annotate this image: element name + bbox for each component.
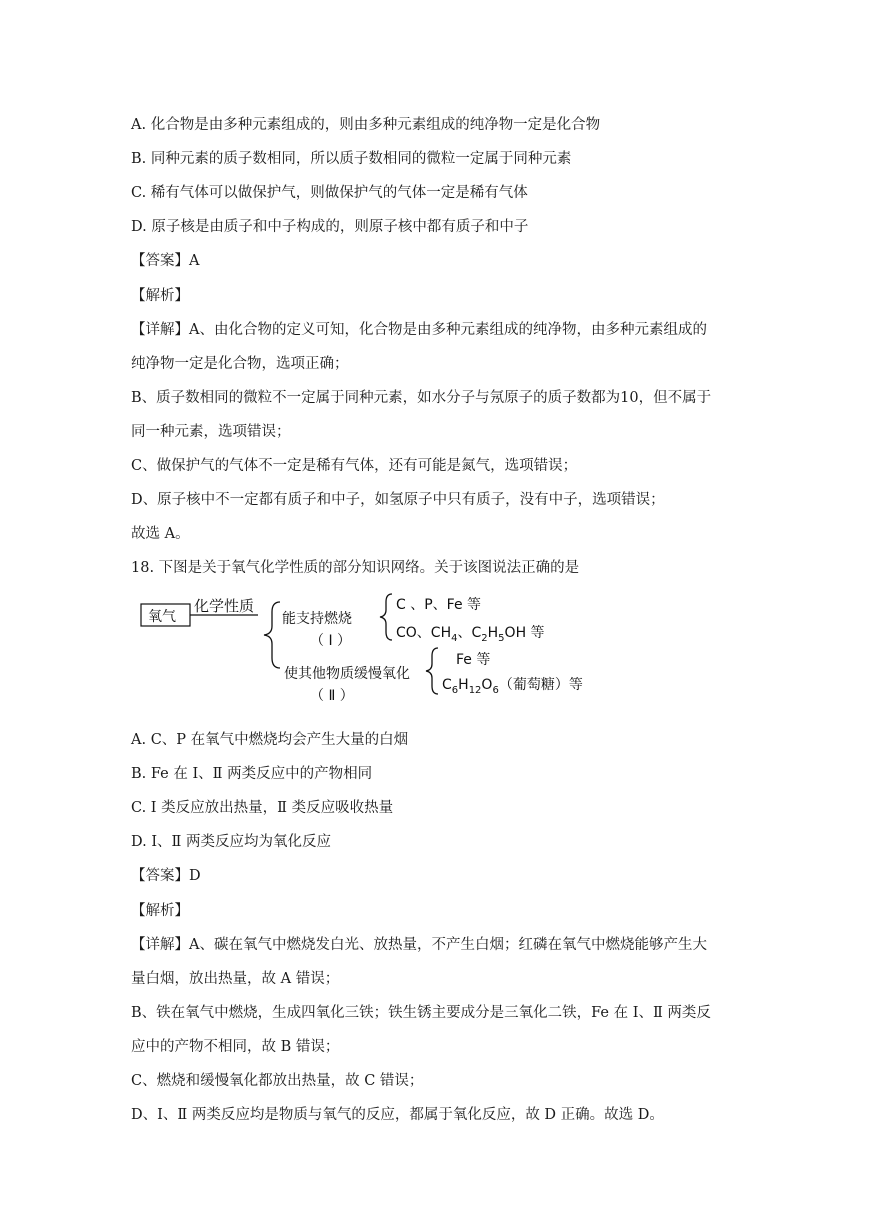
diagram-slow-oxidation: 使其他物质缓慢氧化 [284, 666, 410, 682]
q17-option-c: C. 稀有气体可以做保护气，则做保护气的气体一定是稀有气体 [131, 185, 528, 201]
q17-option-d: D. 原子核是由质子和中子构成的，则原子核中都有质子和中子 [131, 219, 529, 235]
q17-explanation-line: B、质子数相同的微粒不一定属于同种元素，如水分子与氖原子的质子数都为10，但不属于 [131, 390, 712, 406]
q18-stem: 18. 下图是关于氧气化学性质的部分知识网络。关于该图说法正确的是 [131, 560, 580, 576]
q18-explanation-line: 量白烟，放出热量，故 A 错误； [131, 971, 340, 987]
q17-explanation-line: D、原子核中不一定都有质子和中子，如氢原子中只有质子，没有中子，选项错误； [131, 492, 665, 508]
q18-option-d: D. Ⅰ、Ⅱ 两类反应均为氧化反应 [131, 834, 332, 850]
q17-explanation-line: C、做保护气的气体不一定是稀有气体，还有可能是氮气，选项错误； [131, 458, 578, 474]
diagram-slow-oxidation-tag: （ Ⅱ ） [310, 688, 354, 704]
q18-explanation-line: B、铁在氧气中燃烧，生成四氧化三铁；铁生锈主要成分是三氧化二铁，Fe 在 Ⅰ、Ⅱ 两类反 [131, 1005, 711, 1021]
q18-explanation-line: 应中的产物不相同，故 B 错误； [131, 1039, 340, 1055]
diagram-slow-item: Fe 等 [456, 652, 491, 668]
diagram-combustion-item: C 、P、Fe 等 [396, 597, 482, 613]
q17-answer: 【答案】A [131, 253, 200, 269]
q17-option-a: A. 化合物是由多种元素组成的，则由多种元素组成的纯净物一定是化合物 [131, 117, 601, 133]
diagram-combustion: 能支持燃烧 [282, 611, 352, 627]
diagram-combustion-item: CO、$CH_4$、$C_2H_5OH$ 等 [396, 625, 545, 644]
q18-explanation-line: 【详解】A、碳在氧气中燃烧发白光、放热量，不产生白烟；红磷在氧气中燃烧能够产生大 [131, 937, 707, 953]
diagram-branch-chemical-property: 化学性质 [194, 597, 255, 615]
q17-analysis-label: 【解析】 [131, 288, 189, 304]
q17-option-b: B. 同种元素的质子数相同，所以质子数相同的微粒一定属于同种元素 [131, 151, 572, 167]
q18-explanation-line: C、燃烧和缓慢氧化都放出热量，故 C 错误； [131, 1073, 424, 1089]
q17-explanation-line: 同一种元素，选项错误； [131, 424, 291, 440]
q17-explanation-line: 【详解】A、由化合物的定义可知，化合物是由多种元素组成的纯净物，由多种元素组成的 [131, 322, 707, 338]
diagram-root-oxygen: 氧气 [148, 609, 176, 625]
q18-option-b: B. Fe 在 Ⅰ、Ⅱ 两类反应中的产物相同 [131, 766, 373, 782]
q17-explanation-line: 故选 A。 [131, 526, 190, 542]
q18-explanation-line: D、Ⅰ、Ⅱ 两类反应均是物质与氧气的反应，都属于氧化反应，故 D 正确。故选 D。 [131, 1107, 664, 1123]
q18-analysis-label: 【解析】 [131, 903, 189, 919]
oxygen-knowledge-diagram [140, 588, 610, 704]
diagram-combustion-tag: （ Ⅰ ） [310, 633, 352, 649]
q17-explanation-line: 纯净物一定是化合物，选项正确； [131, 356, 349, 372]
q18-option-c: C. Ⅰ 类反应放出热量，Ⅱ 类反应吸收热量 [131, 800, 394, 816]
q18-answer: 【答案】D [131, 868, 201, 884]
q18-option-a: A. C、P 在氧气中燃烧均会产生大量的白烟 [131, 732, 409, 748]
diagram-slow-item: $C_6H_{12}O_6$（葡萄糖）等 [442, 677, 583, 696]
